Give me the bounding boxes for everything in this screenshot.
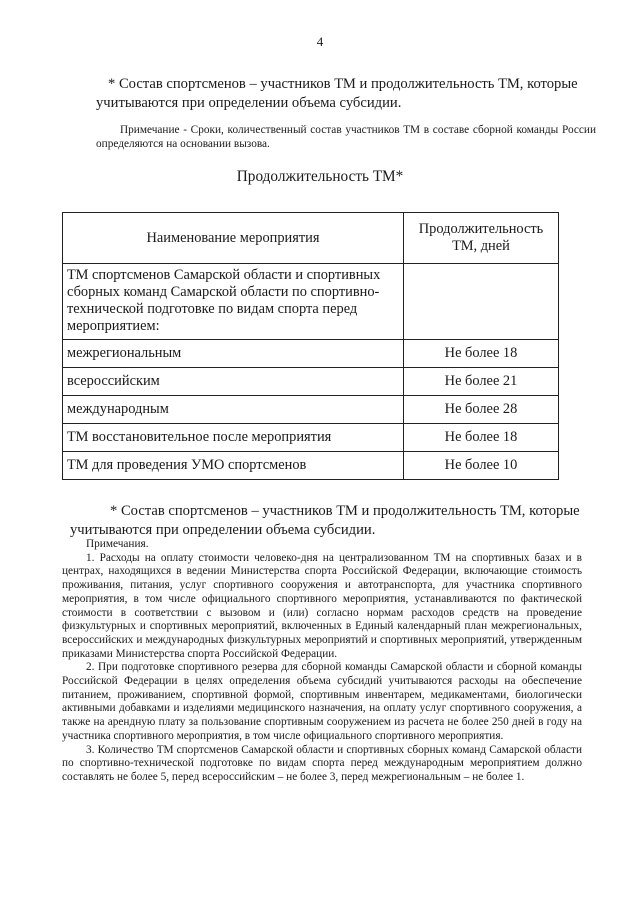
group-label: ТМ спортсменов Самарской области и спортивных сборных команд Самарской области по спортивно-технической подготовке по видам спорта перед мероприятием: <box>63 264 404 340</box>
table-row <box>63 424 559 452</box>
row-event-name: межрегиональным <box>63 340 404 368</box>
duration-table <box>62 212 559 480</box>
group-duration-empty <box>404 264 559 340</box>
table-group-row <box>63 264 559 340</box>
intro-note: Примечание - Сроки, количественный состав участников ТМ в составе сборной команды России определяются на основании вызова. <box>96 124 596 150</box>
table-title: Продолжительность ТМ* <box>236 168 404 185</box>
row-event-name: ТМ восстановительное после мероприятия <box>63 424 404 452</box>
row-event-name: международным <box>63 396 404 424</box>
note-paragraph: 2. При подготовке спортивного резерва для сборной команды Самарской области и сборной команды Российской Федерации в целях определения объема субсидий учитываются расходы на обеспечение питанием, проживанием, спортивной формой, спортивным инвентарем, медикаментами, биологически активными добавками и изделиями медицинского назначения, на оплату услуг спортивного сооружения, а также на арендную плату за пользование спортивным сооружением из расчета не более 250 дней в году на участника спортивного мероприятия, в том числе официального спортивного мероприятия. <box>62 661 582 742</box>
table-row <box>63 368 559 396</box>
row-event-name: всероссийским <box>63 368 404 396</box>
row-duration: Не более 18 <box>404 424 559 452</box>
notes-heading: Примечания. <box>86 538 149 550</box>
page-number: 4 <box>316 34 324 49</box>
header-duration: Продолжительность ТМ, дней <box>404 213 559 264</box>
footer-footnote: * Состав спортсменов – участников ТМ и продолжительность ТМ, которые учитываются при определении объема субсидии. <box>70 503 580 538</box>
row-duration: Не более 10 <box>404 452 559 480</box>
table-row <box>63 452 559 480</box>
header-event-name: Наименование мероприятия <box>63 213 404 264</box>
row-event-name: ТМ для проведения УМО спортсменов <box>63 452 404 480</box>
note-paragraph: 1. Расходы на оплату стоимости человеко-дня на централизованном ТМ на спортивных базах и в центрах, находящихся в ведении Министерства спорта Российской Федерации, включающие стоимость проживания, питания, услуг спортивного сооружения и автотранспорта, для участника спортивного мероприятия, в том числе официального спортивного мероприятия, устанавливаются по фактической стоимости в соответствии с вызовом и (или) согласно нормам расходов средств на проведение физкультурных и спортивных мероприятий, включенных в Единый календарный план межрегиональных, всероссийских и международных физкультурных мероприятий и спортивных мероприятий, утвержденным приказами Министерства спорта Российской Федерации. <box>62 551 582 660</box>
row-duration: Не более 18 <box>404 340 559 368</box>
table-row <box>63 340 559 368</box>
notes-section <box>62 538 582 785</box>
note-paragraph: 3. Количество ТМ спортсменов Самарской области и спортивных сборных команд Самарской области по спортивно-технической подготовке по видам спорта перед международным мероприятием должно составлять не более 5, перед всероссийским – не более 3, перед межрегиональным – не более 1. <box>62 743 582 783</box>
intro-footnote: * Состав спортсменов – участников ТМ и продолжительность ТМ, которые учитываются при определении объема субсидии. <box>96 76 578 111</box>
table-header-row <box>63 213 559 264</box>
table-row <box>63 396 559 424</box>
row-duration: Не более 28 <box>404 396 559 424</box>
row-duration: Не более 21 <box>404 368 559 396</box>
